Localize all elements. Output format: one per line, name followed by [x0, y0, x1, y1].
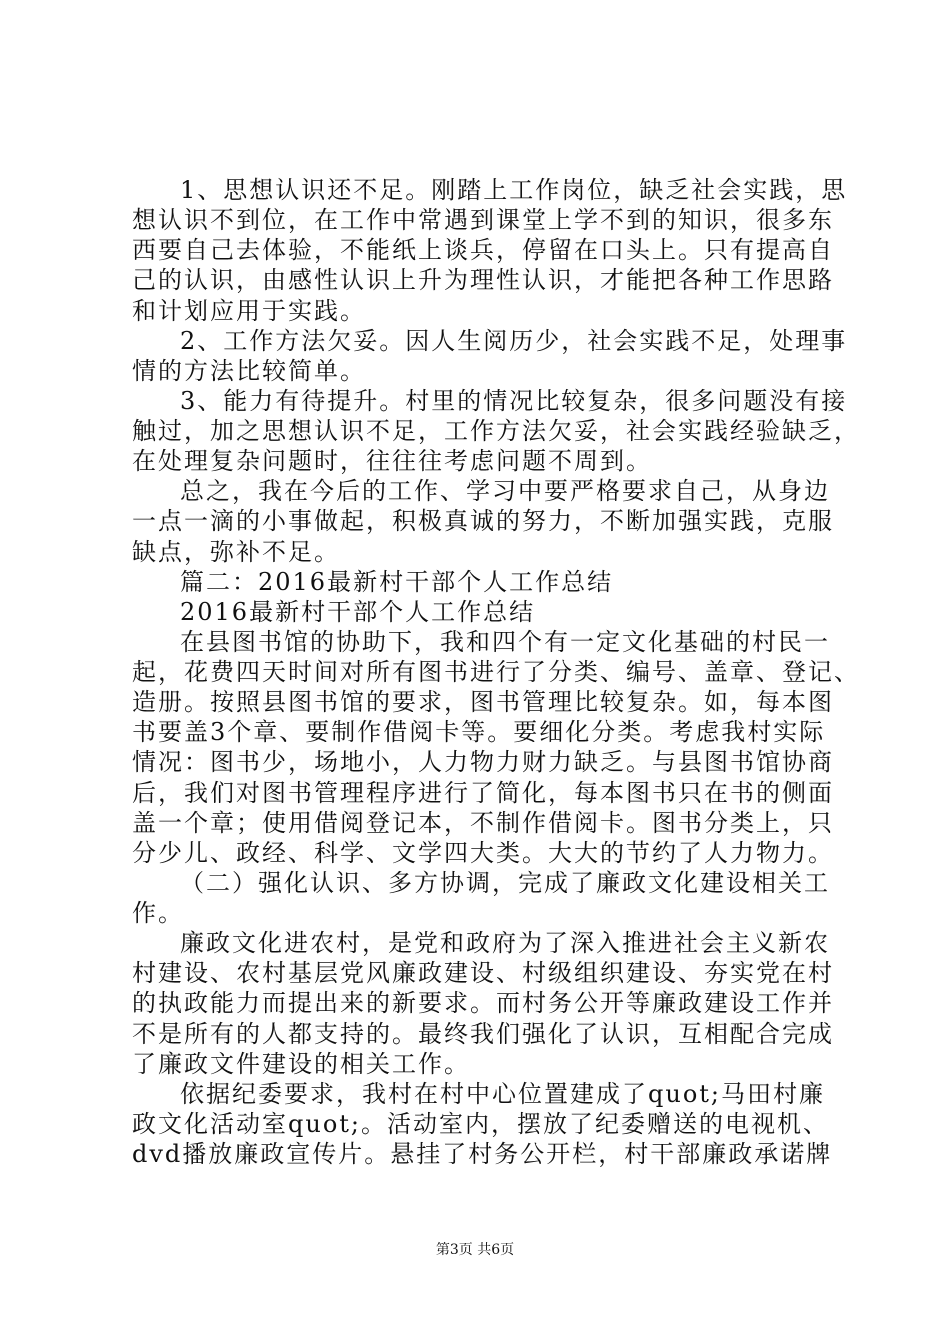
text-line: 依据纪委要求，我村在村中心位置建成了quot;马田村廉	[180, 1080, 825, 1108]
text-line: 分少儿、政经、科学、文学四大类。大大的节约了人力物力。	[132, 839, 834, 867]
text-line: 和计划应用于实践。	[132, 297, 366, 325]
text-line: 了廉政文件建设的相关工作。	[132, 1050, 470, 1078]
text-line: 的执政能力而提出来的新要求。而村务公开等廉政建设工作并	[132, 989, 834, 1017]
text-line: 书要盖3个章、要制作借阅卡等。要细化分类。考虑我村实际	[132, 718, 826, 746]
text-line: 2、工作方法欠妥。因人生阅历少，社会实践不足，处理事	[180, 327, 848, 355]
text-line: 篇二：2016最新村干部个人工作总结	[180, 568, 614, 596]
text-line: 想认识不到位，在工作中常遇到课堂上学不到的知识，很多东	[132, 206, 834, 234]
text-line: 不是所有的人都支持的。最终我们强化了认识，互相配合完成	[132, 1020, 834, 1048]
text-line: 村建设、农村基层党风廉政建设、村级组织建设、夯实党在村	[132, 959, 834, 987]
text-line: 1、思想认识还不足。刚踏上工作岗位，缺乏社会实践，思	[180, 176, 848, 204]
text-line: 在县图书馆的协助下，我和四个有一定文化基础的村民一	[180, 628, 830, 656]
page-footer: 第3页 共6页	[435, 1242, 515, 1258]
text-line: 造册。按照县图书馆的要求，图书管理比较复杂。如，每本图	[132, 688, 834, 716]
text-line: （二）强化认识、多方协调，完成了廉政文化建设相关工	[180, 869, 830, 897]
text-line: 一点一滴的小事做起，积极真诚的努力，不断加强实践，克服	[132, 507, 834, 535]
text-line: 情的方法比较简单。	[132, 357, 366, 385]
text-line: 2016最新村干部个人工作总结	[180, 598, 536, 626]
text-line: 在处理复杂问题时，往往往考虑问题不周到。	[132, 447, 652, 475]
text-line: 作。	[132, 899, 184, 927]
text-line: 廉政文化进农村，是党和政府为了深入推进社会主义新农	[180, 929, 830, 957]
text-line: 政文化活动室quot;。活动室内，摆放了纪委赠送的电视机、	[132, 1110, 829, 1138]
text-line: 缺点，弥补不足。	[132, 538, 340, 566]
text-line: 起，花费四天时间对所有图书进行了分类、编号、盖章、登记、	[132, 658, 860, 686]
text-line: 后，我们对图书管理程序进行了简化，每本图书只在书的侧面	[132, 779, 834, 807]
text-line: 总之，我在今后的工作、学习中要严格要求自己，从身边	[180, 477, 830, 505]
text-line: 西要自己去体验，不能纸上谈兵，停留在口头上。只有提高自	[132, 236, 834, 264]
text-line: 3、能力有待提升。村里的情况比较复杂，很多问题没有接	[180, 387, 848, 415]
text-line: 己的认识，由感性认识上升为理性认识，才能把各种工作思路	[132, 266, 834, 294]
text-line: 情况：图书少，场地小，人力物力财力缺乏。与县图书馆协商	[132, 748, 834, 776]
text-line: 触过，加之思想认识不足，工作方法欠妥，社会实践经验缺乏，	[132, 417, 860, 445]
text-line: dvd播放廉政宣传片。悬挂了村务公开栏，村干部廉政承诺牌	[132, 1140, 833, 1168]
text-line: 盖一个章；使用借阅登记本，不制作借阅卡。图书分类上，只	[132, 809, 834, 837]
